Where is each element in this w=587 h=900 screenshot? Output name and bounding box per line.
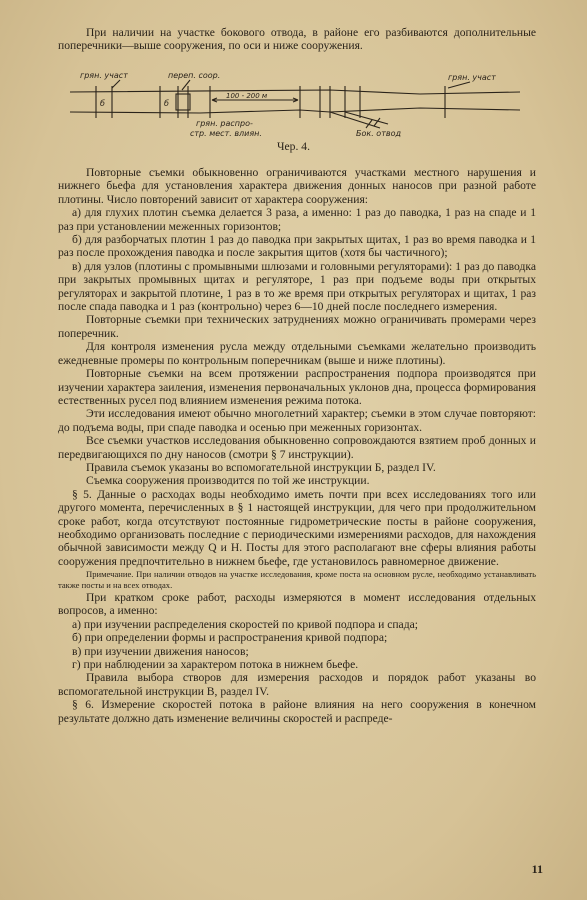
paragraph: Правила выбора створов для измерения расходов и порядок работ указаны во вспомогательной инструкции В, раздел IV.: [58, 671, 536, 698]
label-mark-b: б: [100, 99, 105, 108]
paragraph: в) при изучении движения наносов;: [72, 644, 249, 658]
paragraph: Правила съемок указаны во вспомогательной инструкции Б, раздел IV.: [86, 460, 436, 474]
body-block: [58, 166, 536, 725]
intro-block: [58, 26, 536, 53]
label-influence-2: стр. мест. влиян.: [190, 129, 262, 138]
label-crossing: переп. соор.: [168, 71, 221, 80]
paragraph: § 5. Данные о расходах воды необходимо иметь почти при всех исследованиях того или другого момента, перечисленных в § 1 настоящей инструкции, для чего при продолжительном сроке работ, когда отсутствуют постоянные гидрометрические посты в районе сооружения, необходимо организовать последние с периодическими измерениями расходов, для нахождения обычной зависимости между Q и H. Посты для этого располагают вне сферы влияния работы сооружения предпочтительно в нижнем бьефе, где установилось равномерное движение.: [58, 487, 536, 568]
intro-paragraph: При наличии на участке бокового отвода, в районе его разбиваются дополнительные поперечники—выше сооружения, по оси и ниже сооружения.: [58, 26, 536, 53]
paragraph: Повторные съемки на всем протяжении распространения подпора производятся при изучении характера заиления, изменения первоначальных уклонов дна, процесса формирования естественных русел под влиянием изменения режима потока.: [58, 367, 536, 407]
river-section-diagram: [0, 60, 587, 140]
label-influence-1: грян. распро-: [196, 119, 253, 128]
note: Примечание. При наличии отводов на участке исследования, кроме поста на основном русле, необходимо устанавливать также посты и на всех отводах.: [58, 569, 536, 590]
label-mark-b2: б: [164, 99, 169, 108]
page-number: 11: [531, 862, 543, 876]
paragraph: При кратком сроке работ, расходы измеряются в момент исследования отдельных вопросов, а именно:: [58, 591, 536, 618]
label-right-boundary: грян. участ: [448, 73, 496, 82]
paragraph: Повторные съемки обыкновенно ограничиваются участками местного нарушения и нижнего бьефа для установления характера движения донных наносов при разной работе плотины. Число повторений зависит от характера сооружения:: [58, 166, 536, 206]
paragraph: Повторные съемки при технических затруднениях можно ограничивать промерами через поперечник.: [58, 313, 536, 340]
label-side-branch: Бок. отвод: [356, 129, 401, 138]
paragraph: § 6. Измерение скоростей потока в районе влияния на него сооружения в конечном результате должно дать изменение величины скоростей и распреде-: [58, 698, 536, 725]
label-left-boundary: грян. участ: [80, 71, 128, 80]
label-distance: 100 - 200 м: [226, 92, 268, 100]
paragraph: б) при определении формы и распространения кривой подпора;: [72, 631, 388, 645]
paragraph: а) для глухих плотин съемка делается 3 раза, а именно: 1 раз до паводка, 1 раз на спаде и 1 раз при установлении меженных горизонтов;: [58, 206, 536, 233]
paragraph: Для контроля изменения русла между отдельными съемками желательно производить ежедневные промеры по контрольным поперечникам (выше и ниже плотины).: [58, 340, 536, 367]
paragraph: а) при изучении распределения скоростей по кривой подпора и спада;: [72, 617, 418, 631]
paragraph: Все съемки участков исследования обыкновенно сопровождаются взятием проб донных и передвигающихся по дну наносов (смотри § 7 инструкции).: [58, 434, 536, 461]
paragraph: Эти исследования имеют обычно многолетний характер; съемки в этом случае повторяют: до подъема воды, при спаде паводка и осенью при меженных горизонтах.: [58, 407, 536, 434]
figure-caption: Чер. 4.: [277, 140, 310, 153]
paragraph: в) для узлов (плотины с промывными шлюзами и головными регуляторами): 1 раз до паводка при закрытых промывных щитах и регуляторе, 1 раз при подъеме воды при открытых регуляторах и закрытой плотине, 1 раз в то же время при открытых регуляторах и щитах, 1 раз после спада паводка и 1 раз (контрольно) через 6—10 дней после последнего измерения.: [58, 259, 536, 314]
paragraph: Съемка сооружения производится по той же инструкции.: [86, 474, 370, 488]
paragraph: г) при наблюдении за характером потока в нижнем бьефе.: [72, 658, 359, 672]
paragraph: б) для разборчатых плотин 1 раз до паводка при закрытых щитах, 1 раз во время паводка и 1 раз после прохождения паводка и после закрытия щитов (хотя бы частичного);: [58, 233, 536, 260]
